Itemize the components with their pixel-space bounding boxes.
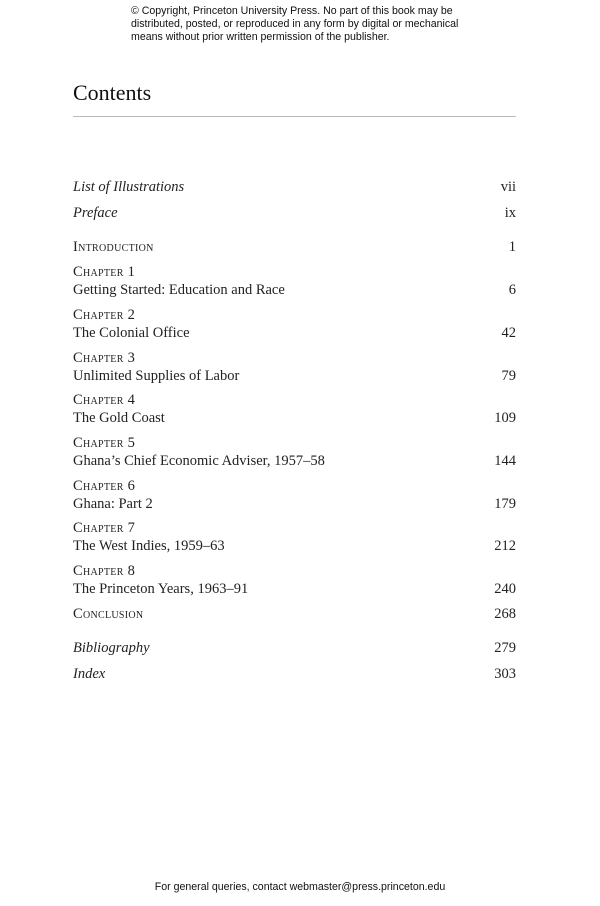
toc-row xyxy=(73,640,516,658)
toc-entry[interactable] xyxy=(73,350,516,385)
toc-row xyxy=(73,239,516,257)
toc-row xyxy=(73,205,516,223)
chapter-label: Chapter 6 xyxy=(73,478,136,494)
page-number: 42 xyxy=(501,324,516,341)
toc-row xyxy=(73,368,516,386)
entry-title: Bibliography xyxy=(73,640,150,656)
toc-row xyxy=(73,282,516,300)
page-number: 303 xyxy=(494,666,516,682)
page-number: 6 xyxy=(508,281,516,298)
page-number: 240 xyxy=(494,580,516,597)
page-number: vii xyxy=(500,179,516,195)
page-number: 279 xyxy=(494,640,516,656)
page-number: 268 xyxy=(494,606,516,622)
entry-title: The Colonial Office xyxy=(73,324,190,341)
chapter-label: Chapter 2 xyxy=(73,307,136,323)
toc-row xyxy=(73,538,516,556)
toc-entry[interactable] xyxy=(73,563,516,598)
copyright-notice xyxy=(131,5,458,44)
chapter-label: Chapter 5 xyxy=(73,435,136,451)
entry-title: Index xyxy=(73,666,106,682)
toc-entry[interactable] xyxy=(73,478,516,513)
toc-entry[interactable] xyxy=(73,239,516,257)
chapter-label: Chapter 1 xyxy=(73,264,136,280)
toc-row xyxy=(73,606,516,624)
toc-row xyxy=(73,453,516,471)
title-divider xyxy=(73,116,516,117)
toc-row xyxy=(73,496,516,514)
copyright-line: means without prior written permission of the publisher. xyxy=(131,31,390,43)
toc-entry[interactable] xyxy=(73,264,516,299)
page-number: ix xyxy=(504,205,516,221)
toc-row xyxy=(73,666,516,684)
toc-entry[interactable] xyxy=(73,307,516,342)
toc-entry[interactable] xyxy=(73,435,516,470)
footer-contact: For general queries, contact webmaster@press.princeton.edu xyxy=(154,881,446,893)
entry-title: Conclusion xyxy=(73,606,144,622)
entry-title: Introduction xyxy=(73,239,154,255)
copyright-line: © Copyright, Princeton University Press. No part of this book may be xyxy=(131,5,453,17)
entry-title: List of Illustrations xyxy=(73,179,185,195)
page-number: 179 xyxy=(494,495,516,512)
toc-entry[interactable] xyxy=(73,520,516,555)
copyright-line: distributed, posted, or reproduced in any form by digital or mechanical xyxy=(131,18,459,30)
entry-title: Preface xyxy=(73,205,118,221)
toc-row xyxy=(73,410,516,428)
page-number: 144 xyxy=(494,452,516,469)
entry-title: Ghana: Part 2 xyxy=(73,495,153,512)
toc-entry[interactable] xyxy=(73,606,516,624)
entry-title: The Gold Coast xyxy=(73,409,165,426)
entry-title: The Princeton Years, 1963–91 xyxy=(73,580,249,597)
entry-title: Getting Started: Education and Race xyxy=(73,281,285,298)
chapter-label: Chapter 8 xyxy=(73,563,136,579)
toc-entry[interactable] xyxy=(73,392,516,427)
toc-row xyxy=(73,581,516,599)
toc-entry[interactable] xyxy=(73,205,516,223)
toc-row xyxy=(73,179,516,197)
toc-entry[interactable] xyxy=(73,179,516,197)
toc-entry[interactable] xyxy=(73,666,516,684)
page-number: 212 xyxy=(494,537,516,554)
entry-title: The West Indies, 1959–63 xyxy=(73,537,225,554)
chapter-label: Chapter 4 xyxy=(73,392,136,408)
page-title: Contents xyxy=(73,80,152,105)
toc-entry[interactable] xyxy=(73,640,516,658)
toc-row xyxy=(73,325,516,343)
page-number: 109 xyxy=(494,409,516,426)
entry-title: Unlimited Supplies of Labor xyxy=(73,367,240,384)
entry-title: Ghana’s Chief Economic Adviser, 1957–58 xyxy=(73,452,325,469)
page-number: 1 xyxy=(508,239,516,255)
page-number: 79 xyxy=(501,367,516,384)
chapter-label: Chapter 3 xyxy=(73,350,136,366)
chapter-label: Chapter 7 xyxy=(73,520,136,536)
